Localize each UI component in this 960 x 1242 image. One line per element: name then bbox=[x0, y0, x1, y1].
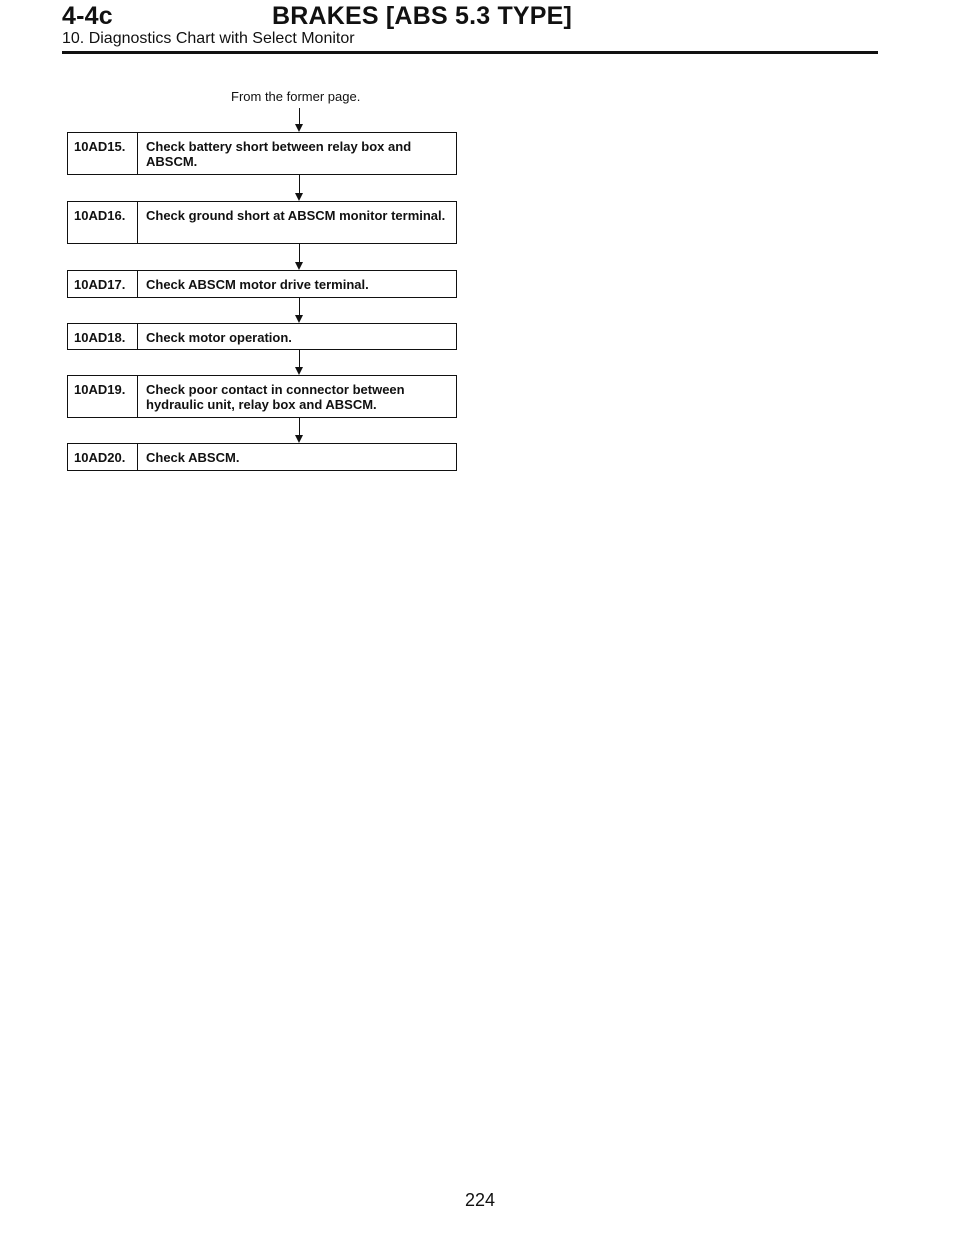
from-former-page-note: From the former page. bbox=[231, 89, 361, 104]
step-code: 10AD16. bbox=[68, 202, 138, 243]
step-text: Check battery short between relay box and ABSCM. bbox=[146, 139, 412, 169]
flow-arrow-down bbox=[295, 418, 304, 443]
subsection-title: 10. Diagnostics Chart with Select Monitor bbox=[62, 30, 355, 47]
step-code: 10AD18. bbox=[68, 324, 138, 349]
step-10ad18 bbox=[67, 323, 457, 350]
step-code: 10AD17. bbox=[68, 271, 138, 297]
step-10ad17 bbox=[67, 270, 457, 298]
step-10ad19 bbox=[67, 375, 457, 418]
step-code: 10AD15. bbox=[68, 133, 138, 174]
step-text: Check ABSCM. bbox=[146, 450, 240, 465]
flow-arrow-down bbox=[295, 244, 304, 270]
step-text: Check poor contact in connector between hydraulic unit, relay box and ABSCM. bbox=[146, 382, 405, 412]
diagnostic-flowchart bbox=[67, 0, 459, 480]
flow-arrow-down bbox=[295, 108, 304, 132]
step-code: 10AD19. bbox=[68, 376, 138, 417]
step-10ad16 bbox=[67, 201, 457, 244]
section-code: 4-4c bbox=[62, 2, 113, 30]
flow-arrow-down bbox=[295, 175, 304, 201]
section-title: BRAKES [ABS 5.3 TYPE] bbox=[272, 2, 573, 30]
page-number: 224 bbox=[464, 1190, 496, 1210]
step-text: Check ground short at ABSCM monitor terminal. bbox=[146, 208, 446, 223]
flow-arrow-down bbox=[295, 298, 304, 323]
step-10ad20 bbox=[67, 443, 457, 471]
flow-arrow-down bbox=[295, 350, 304, 375]
step-text: Check motor operation. bbox=[146, 330, 292, 345]
step-text: Check ABSCM motor drive terminal. bbox=[146, 277, 369, 292]
step-10ad15 bbox=[67, 132, 457, 175]
step-code: 10AD20. bbox=[68, 444, 138, 470]
